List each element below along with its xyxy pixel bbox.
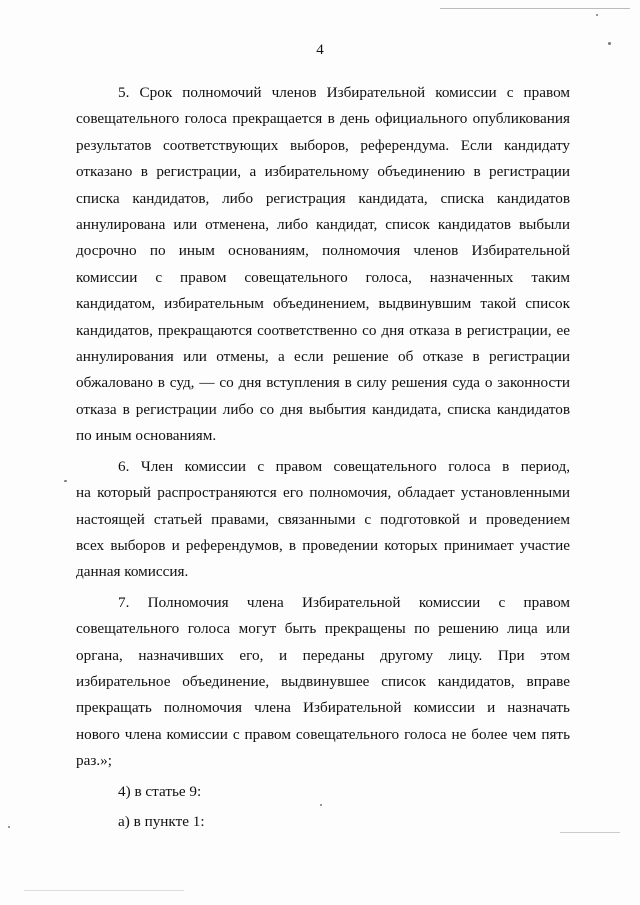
scan-speck (8, 826, 10, 828)
paragraph-7 (76, 590, 570, 775)
text-line: 6. Член комиссии с правом совещательного голоса в период, (118, 457, 570, 475)
text-line: данная комиссия. (76, 563, 189, 581)
text-line: раз.»; (76, 752, 112, 770)
text-line: 7. Полномочия члена Избирательной комиссии с правом (118, 593, 570, 611)
scan-speck (64, 480, 67, 482)
scan-edge-artifact (440, 8, 630, 9)
text-line: результатов соответствующих выборов, референдума. Если кандидату (76, 136, 570, 154)
document-body (76, 80, 570, 835)
paragraph-6 (76, 454, 570, 586)
text-line: кандидатом, избирательным объединением, выдвинувшим такой список (76, 295, 570, 313)
text-line: списка кандидатов, либо регистрация кандидата, списка кандидатов (76, 189, 570, 207)
text-line: прекращать полномочия члена Избирательной комиссии и назначать (76, 699, 570, 717)
amendment-list (76, 779, 570, 836)
text-line: досрочно по иным основаниям, полномочия членов Избирательной (76, 242, 570, 260)
scan-edge-artifact (560, 832, 620, 833)
text-line: кандидатов, прекращаются соответственно со дня отказа в регистрации, ее (76, 321, 570, 339)
text-line: аннулирована или отменена, либо кандидат, список кандидатов выбыли (76, 216, 570, 234)
text-line: нового члена комиссии с правом совещательного голоса не более чем пять (76, 725, 570, 743)
text-line: по иным основаниям. (76, 427, 217, 445)
scan-speck (596, 14, 598, 16)
scan-edge-artifact (24, 890, 184, 891)
text-line: аннулирования или отмены, а если решение об отказе в регистрации (76, 348, 570, 366)
amendment-item: а) в пункте 1: (118, 812, 205, 830)
text-line: 5. Срок полномочий членов Избирательной комиссии с правом (118, 84, 570, 101)
text-line: органа, назначивших его, и переданы другому лицу. При этом (76, 646, 570, 664)
page-number: 4 (316, 42, 324, 58)
text-line: настоящей статьей правами, связанными с подготовкой и проведением (76, 510, 570, 528)
amendment-item: 4) в статье 9: (118, 782, 202, 800)
text-line: обжаловано в суд, — со дня вступления в силу решения суда о законности (76, 374, 570, 392)
text-line: избирательное объединение, выдвинувшее список кандидатов, вправе (76, 672, 570, 690)
text-line: на который распространяются его полномочия, обладает установленными (76, 484, 570, 502)
scan-speck (320, 804, 322, 806)
text-line: отказано в регистрации, а избирательному объединению в регистрации (76, 163, 570, 181)
text-line: всех выборов и референдумов, в проведении которых принимает участие (76, 536, 570, 554)
text-line: совещательного голоса могут быть прекращены по решению лица или (76, 620, 570, 638)
text-line: отказа в регистрации либо со дня выбытия кандидата, списка кандидатов (76, 400, 570, 418)
paragraph-5 (76, 80, 570, 450)
text-line: комиссии с правом совещательного голоса, назначенных таким (76, 268, 570, 286)
scan-speck (608, 42, 611, 45)
text-line: совещательного голоса прекращается в день официального опубликования (76, 110, 570, 128)
